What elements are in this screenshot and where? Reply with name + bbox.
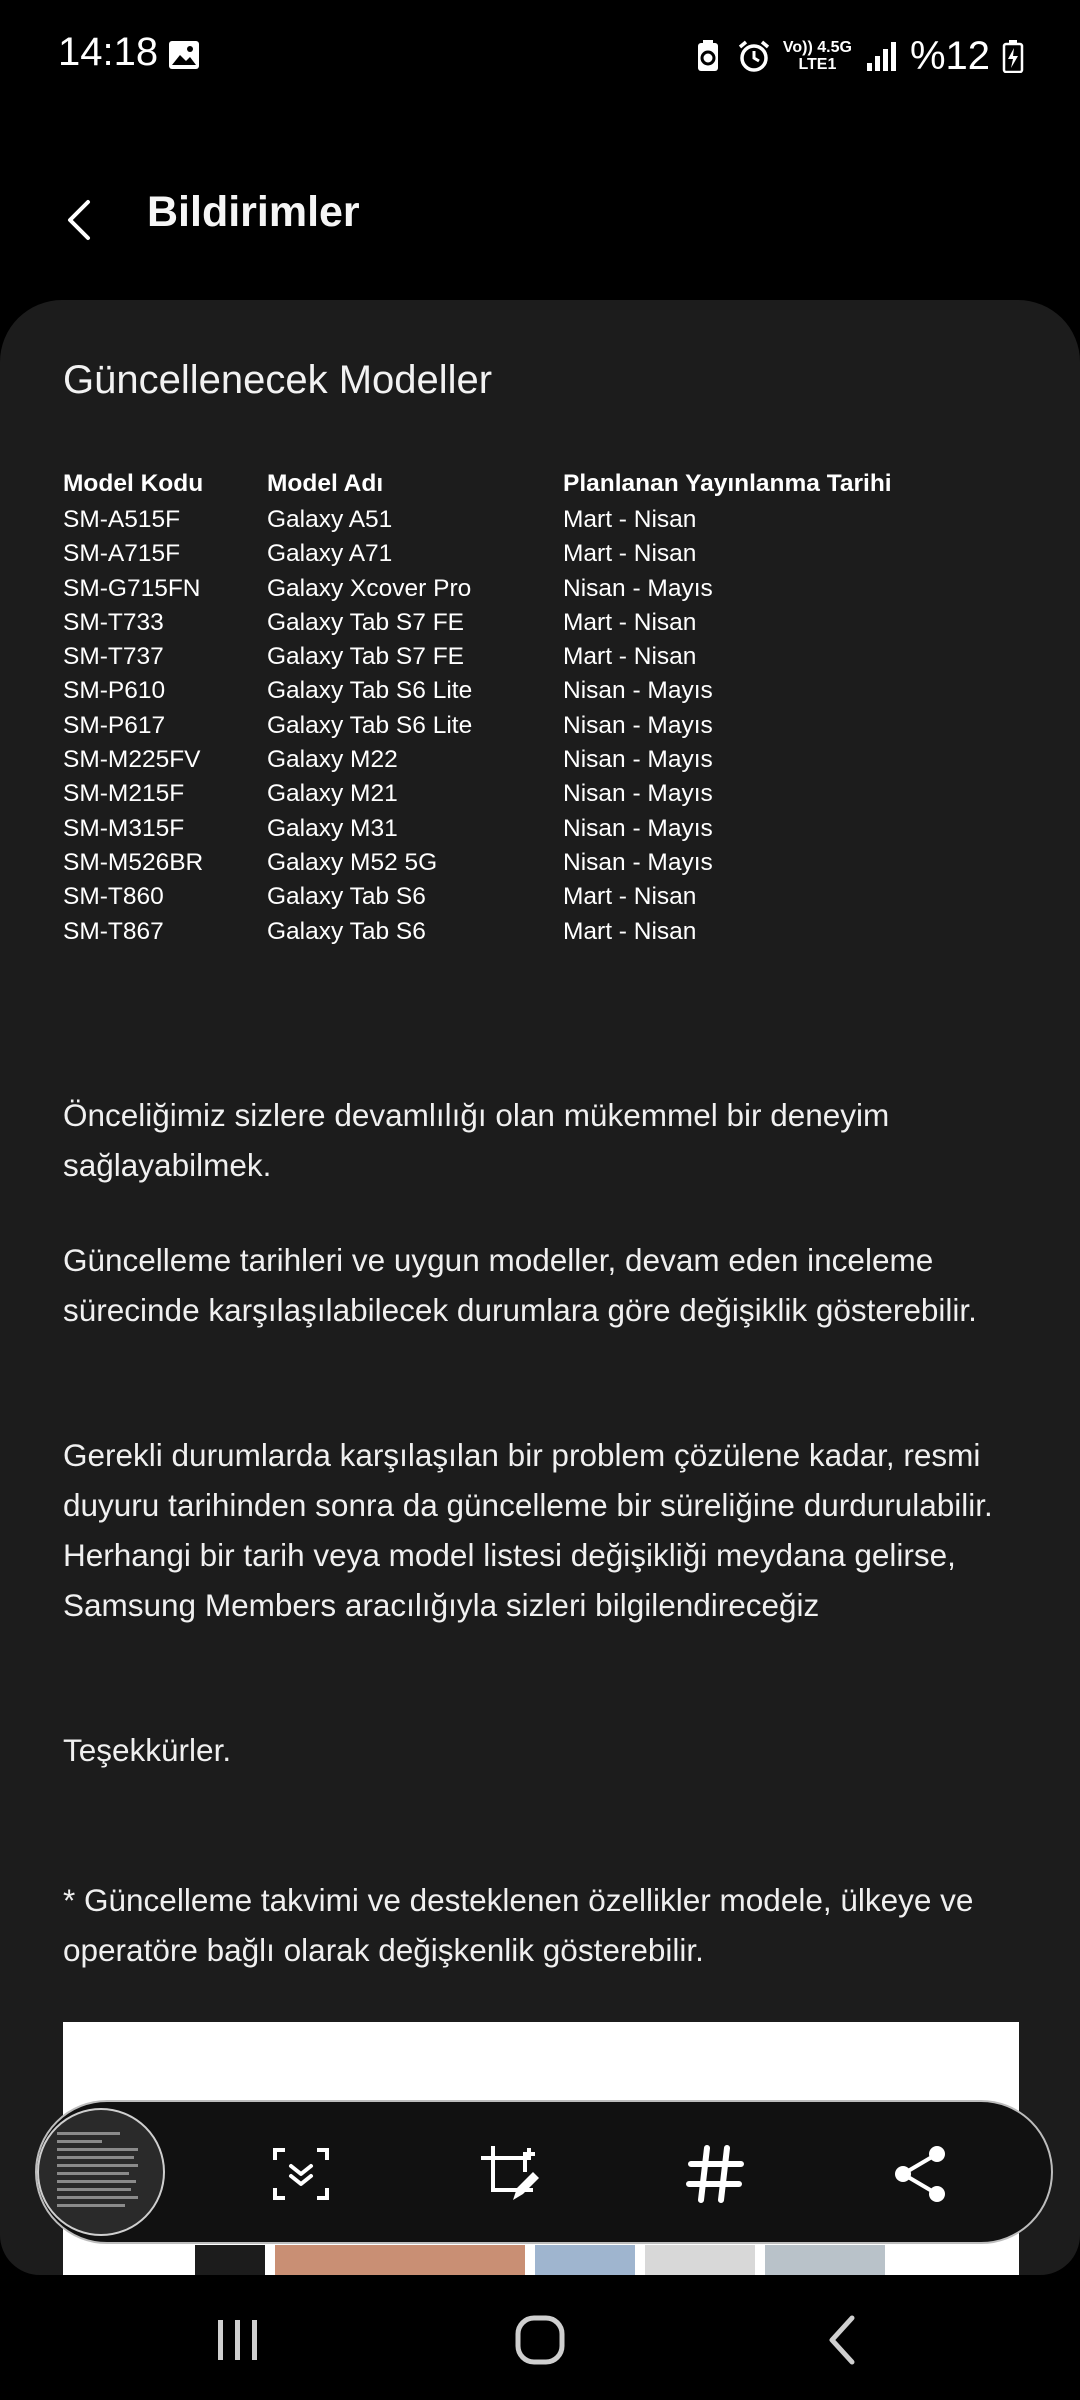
model-code: SM-G715FN (63, 574, 201, 602)
model-name: Galaxy A51 (267, 506, 393, 533)
model-name: Galaxy M31 (267, 814, 398, 842)
release-date: Mart - Nisan (563, 540, 697, 568)
footnote: * Güncelleme takvimi ve desteklenen özellikler modele, ülkeye ve operatöre bağlı olarak değişkenlik gösterebilir. (63, 1882, 974, 1968)
back-button[interactable] (50, 190, 110, 250)
app-header (0, 150, 1080, 280)
section-title: Güncellenecek Modeller (63, 358, 493, 402)
table-header-row (63, 470, 963, 506)
home-icon[interactable] (505, 2310, 575, 2370)
release-date: Nisan - Mayıs (563, 780, 713, 808)
recycle-icon (691, 39, 725, 73)
release-date: Nisan - Mayıs (563, 746, 713, 774)
model-name: Galaxy Tab S7 FE (267, 643, 465, 671)
battery-charging-icon (1002, 39, 1024, 73)
release-date: Mart - Nisan (563, 608, 697, 636)
scroll-capture-icon[interactable] (269, 2142, 333, 2206)
model-name: Galaxy A71 (267, 540, 393, 568)
model-code: SM-T867 (63, 917, 164, 945)
release-date: Nisan - Mayıs (563, 677, 713, 705)
table-row (63, 643, 963, 677)
signal-icon (864, 39, 898, 73)
release-date: Mart - Nisan (563, 917, 697, 945)
back-icon[interactable] (808, 2310, 878, 2370)
image-thumbnails (195, 2245, 915, 2275)
model-name: Galaxy Tab S6 (267, 917, 426, 945)
table-row (63, 712, 963, 746)
model-code: SM-A515F (63, 506, 181, 533)
release-date: Nisan - Mayıs (563, 711, 713, 739)
table-row (63, 506, 963, 540)
release-date: Nisan - Mayıs (563, 814, 713, 842)
release-date: Mart - Nisan (563, 643, 697, 671)
crop-edit-icon[interactable] (477, 2142, 541, 2206)
table-row (63, 780, 963, 814)
notice-card[interactable] (0, 300, 1080, 2275)
thumbnail-gap (195, 2245, 265, 2275)
table-row (63, 849, 963, 883)
model-name: Galaxy Tab S6 Lite (267, 677, 473, 705)
capture-toolbar (35, 2100, 1053, 2244)
thumbnail-photo (275, 2245, 525, 2275)
network-top-label: Vo)) 4.5G (782, 39, 852, 56)
recents-icon[interactable] (203, 2310, 273, 2370)
thumbnail-photo (535, 2245, 635, 2275)
release-date: Nisan - Mayıs (563, 848, 713, 876)
table-row (63, 746, 963, 780)
model-code: SM-M315F (63, 814, 185, 842)
header-model-name: Model Adı (267, 470, 384, 497)
header-release-date: Planlanan Yayınlanma Tarihi (563, 470, 892, 497)
gallery-notification-icon (168, 40, 200, 70)
network-bottom-label: LTE1 (798, 56, 837, 73)
paragraph-problem-notice: Gerekli durumlarda karşılaşılan bir problem çözülene kadar, resmi duyuru tarihinden sonra da güncelleme bir süreliğine durdurulabilir. Herhangi bir tarih veya model listesi değişikliği meydana gelirse, Samsung Members aracılığıyla sizleri bilgilendireceğiz (63, 1437, 993, 1623)
table-row (63, 918, 963, 952)
model-name: Galaxy M21 (267, 780, 398, 808)
hashtag-icon[interactable] (683, 2142, 747, 2206)
model-code: SM-T737 (63, 643, 164, 671)
model-code: SM-T733 (63, 608, 164, 636)
status-bar (0, 0, 1080, 110)
status-time: 14:18 (58, 30, 159, 74)
table-row (63, 540, 963, 574)
model-name: Galaxy M22 (267, 746, 398, 774)
alarm-icon (737, 39, 771, 73)
header-model-code: Model Kodu (63, 470, 204, 497)
battery-percent: %12 (909, 33, 990, 78)
status-icons (691, 32, 1024, 80)
table-row (63, 677, 963, 711)
table-row (63, 883, 963, 917)
network-volte (783, 39, 852, 73)
model-name: Galaxy Tab S6 (267, 883, 426, 911)
table-row (63, 609, 963, 643)
thumbnail-photo (765, 2245, 885, 2275)
release-date: Mart - Nisan (563, 506, 697, 533)
paragraph-priority: Önceliğimiz sizlere devamlılığı olan mükemmel bir deneyim sağlayabilmek. (63, 1097, 890, 1183)
table-row (63, 575, 963, 609)
model-name: Galaxy M52 5G (267, 848, 438, 876)
model-code: SM-M215F (63, 780, 185, 808)
model-code: SM-P610 (63, 677, 166, 705)
paragraph-update-dates: Güncelleme tarihleri ve uygun modeller, devam eden inceleme sürecinde karşılaşılabilecek durumlara göre değişiklik gösterebilir. (63, 1242, 977, 1328)
release-date: Mart - Nisan (563, 883, 697, 911)
model-code: SM-M225FV (63, 746, 201, 774)
models-table (63, 470, 963, 952)
share-icon[interactable] (889, 2142, 953, 2206)
thumbnail-preview (57, 2132, 147, 2212)
screenshot-thumbnail[interactable] (37, 2108, 165, 2236)
model-name: Galaxy Tab S7 FE (267, 608, 465, 636)
table-row (63, 815, 963, 849)
model-code: SM-M526BR (63, 848, 204, 876)
model-code: SM-T860 (63, 883, 164, 911)
page-title: Bildirimler (147, 188, 360, 236)
thumbnail-photo (645, 2245, 755, 2275)
model-code: SM-P617 (63, 711, 166, 739)
model-name: Galaxy Tab S6 Lite (267, 711, 473, 739)
model-name: Galaxy Xcover Pro (267, 574, 472, 602)
model-code: SM-A715F (63, 540, 181, 568)
release-date: Nisan - Mayıs (563, 574, 713, 602)
system-nav-bar (0, 2280, 1080, 2400)
paragraph-thanks: Teşekkürler. (63, 1732, 232, 1768)
